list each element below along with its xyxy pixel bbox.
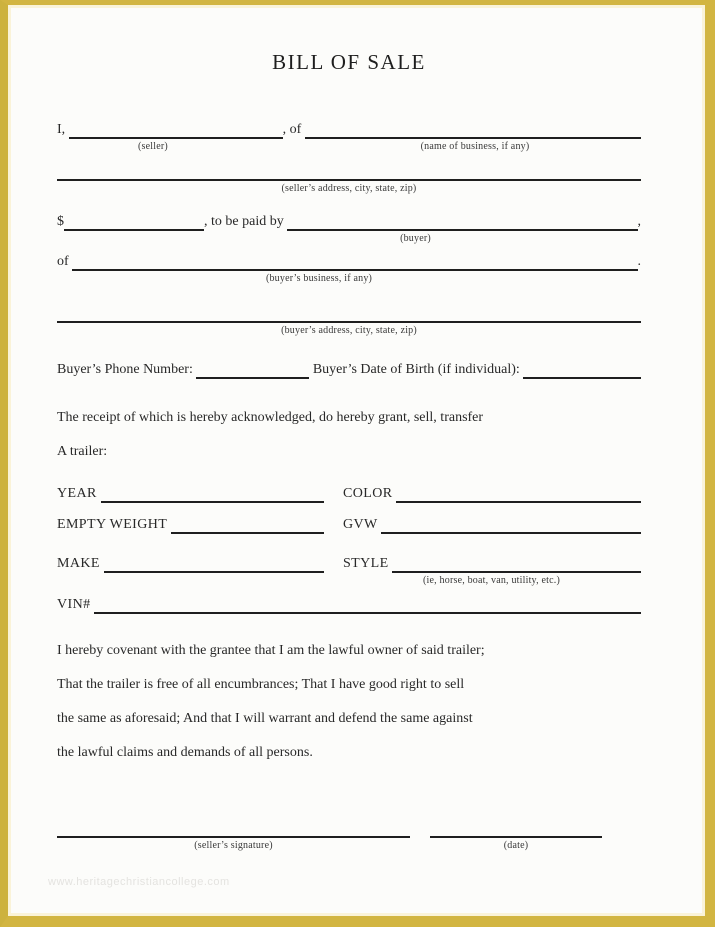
currency-symbol: $ xyxy=(57,214,64,229)
year-label: YEAR xyxy=(57,486,101,501)
make-field[interactable] xyxy=(104,555,324,573)
style-hint: (ie, horse, boat, van, utility, etc.) xyxy=(423,575,560,586)
buyer-name-field[interactable] xyxy=(287,213,637,231)
paid-by-text: , to be paid by xyxy=(204,214,288,229)
year-field[interactable] xyxy=(101,485,324,503)
seller-signature-caption: (seller’s signature) xyxy=(194,840,273,851)
buyer-phone-label: Buyer’s Phone Number: xyxy=(57,362,197,377)
date-field[interactable] xyxy=(430,836,602,838)
color-field[interactable] xyxy=(396,485,641,503)
empty-weight-label: EMPTY WEIGHT xyxy=(57,517,171,532)
covenant-line-4: the lawful claims and demands of all persons. xyxy=(57,745,313,760)
seller-prefix: I, xyxy=(57,122,69,137)
of-separator: , of xyxy=(282,122,305,137)
watermark: www.heritagechristiancollege.com xyxy=(48,876,230,888)
buyer-dob-label: Buyer’s Date of Birth (if individual): xyxy=(309,362,524,377)
payment-trailing-comma: , xyxy=(637,214,641,229)
buyer-business-prefix: of xyxy=(57,254,73,269)
bill-of-sale-form xyxy=(8,49,705,888)
buyer-business-caption: (buyer’s business, if any) xyxy=(265,273,373,284)
payment-row xyxy=(57,213,641,231)
seller-address-caption-row xyxy=(57,182,641,195)
seller-row xyxy=(57,121,641,139)
date-caption: (date) xyxy=(503,840,529,851)
business-name-field[interactable] xyxy=(305,121,641,139)
seller-address-caption: (seller’s address, city, state, zip) xyxy=(281,183,417,194)
seller-caption: (seller) xyxy=(138,141,168,152)
buyer-caption-row xyxy=(57,232,641,245)
buyer-business-caption-row xyxy=(57,272,641,285)
vin-field[interactable] xyxy=(94,596,641,614)
buyer-business-trailing-period: . xyxy=(637,254,641,269)
vin-row xyxy=(57,596,641,614)
style-field[interactable] xyxy=(392,555,641,573)
year-color-row xyxy=(57,485,641,503)
vin-label: VIN# xyxy=(57,597,95,612)
gvw-field[interactable] xyxy=(381,516,641,534)
buyer-business-row xyxy=(57,253,641,271)
signature-row xyxy=(57,836,641,838)
trailer-item-text: A trailer: xyxy=(57,444,108,459)
empty-weight-field[interactable] xyxy=(171,516,324,534)
style-hint-row xyxy=(57,574,641,587)
seller-signature-field[interactable] xyxy=(57,836,410,838)
style-label: STYLE xyxy=(343,556,393,571)
covenant-line-2: That the trailer is free of all encumbrances; That I have good right to sell xyxy=(57,677,465,692)
buyer-address-caption: (buyer’s address, city, state, zip) xyxy=(281,325,417,336)
buyer-dob-field[interactable] xyxy=(523,361,641,379)
buyer-contact-row xyxy=(57,361,641,379)
signature-captions xyxy=(57,839,641,852)
buyer-caption: (buyer) xyxy=(400,233,431,244)
receipt-text: The receipt of which is hereby acknowledged, do hereby grant, sell, transfer xyxy=(57,410,484,425)
covenant-line-1: I hereby covenant with the grantee that I am the lawful owner of said trailer; xyxy=(57,643,485,658)
seller-captions xyxy=(57,140,641,153)
make-label: MAKE xyxy=(57,556,104,571)
buyer-address-field[interactable] xyxy=(57,321,641,323)
seller-name-field[interactable] xyxy=(69,121,283,139)
covenant-line-3: the same as aforesaid; And that I will warrant and defend the same against xyxy=(57,711,473,726)
buyer-phone-field[interactable] xyxy=(196,361,309,379)
page-title: BILL OF SALE xyxy=(272,50,426,74)
seller-address-field[interactable] xyxy=(57,179,641,181)
make-style-row xyxy=(57,555,641,573)
gvw-label: GVW xyxy=(343,517,382,532)
color-label: COLOR xyxy=(343,486,397,501)
buyer-address-caption-row xyxy=(57,324,641,337)
business-name-caption: (name of business, if any) xyxy=(420,141,530,152)
amount-field[interactable] xyxy=(64,213,204,231)
buyer-business-field[interactable] xyxy=(72,253,637,271)
weight-gvw-row xyxy=(57,516,641,534)
